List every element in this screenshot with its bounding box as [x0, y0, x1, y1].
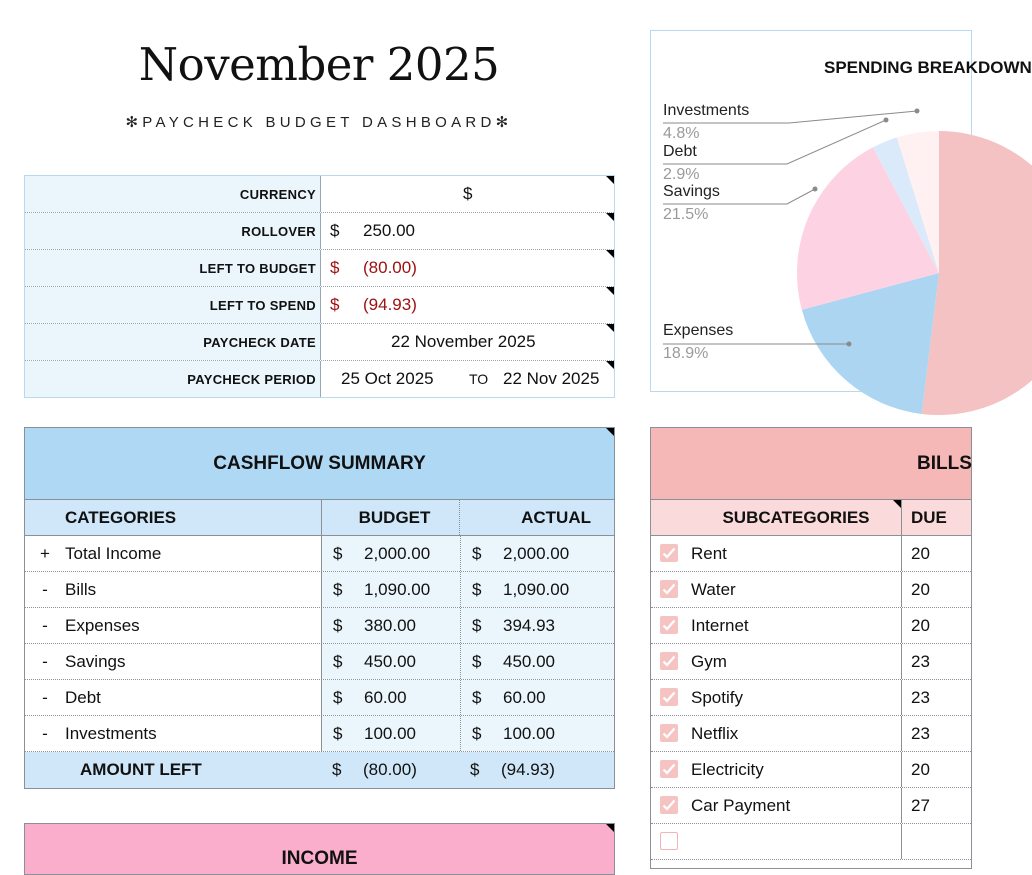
note-marker-icon: [606, 824, 614, 832]
checkbox[interactable]: [660, 760, 678, 778]
bills-header: [651, 428, 971, 500]
budget-amount: 100.00: [364, 724, 416, 743]
row-actual[interactable]: [461, 572, 614, 607]
table-row: [651, 824, 971, 860]
budget-amount: 450.00: [364, 652, 416, 671]
budget-currency: $: [333, 544, 343, 563]
page-subtitle: ✻PAYCHECK BUDGET DASHBOARD✻: [125, 114, 513, 131]
rollover-currency: $: [330, 221, 340, 240]
note-marker-icon: [606, 428, 614, 436]
paycheck-date-row: [25, 323, 614, 360]
table-row: [651, 716, 971, 752]
note-marker-icon: [606, 361, 614, 369]
actual-amount: 394.93: [503, 616, 555, 635]
actual-amount: 450.00: [503, 652, 555, 671]
table-row: [651, 608, 971, 644]
bill-name[interactable]: Rent: [691, 536, 902, 571]
bills-columns: [651, 500, 971, 536]
table-row: [25, 608, 614, 644]
period-end: 22 Nov 2025: [503, 369, 600, 388]
bill-due[interactable]: 20: [911, 580, 930, 599]
col-subcategories-label: SUBCATEGORIES: [722, 508, 870, 527]
bill-due[interactable]: 20: [911, 616, 930, 635]
row-category[interactable]: Debt: [65, 680, 322, 715]
actual-currency: $: [472, 688, 482, 707]
row-actual[interactable]: [461, 680, 614, 715]
note-marker-icon: [606, 176, 614, 184]
currency-label: CURRENCY: [25, 176, 321, 212]
spending-breakdown-chart: [650, 30, 1032, 392]
checkbox[interactable]: [660, 832, 678, 850]
rollover-value: 250.00: [363, 221, 415, 240]
left-to-budget-cell[interactable]: [321, 250, 614, 286]
checkbox[interactable]: [660, 724, 678, 742]
bill-name[interactable]: Spotify: [691, 680, 902, 715]
row-sign: -: [42, 580, 48, 599]
col-budget: BUDGET: [322, 500, 460, 535]
bill-due[interactable]: 23: [911, 652, 930, 671]
cashflow-header: [25, 428, 614, 500]
budget-currency: $: [333, 580, 343, 599]
bill-checkbox-cell: [651, 752, 691, 787]
info-table: [24, 175, 615, 398]
bill-name[interactable]: Water: [691, 572, 902, 607]
row-budget[interactable]: [322, 608, 461, 643]
cashflow-summary-table: [24, 427, 615, 789]
budget-currency: $: [333, 652, 343, 671]
row-sign: -: [42, 688, 48, 707]
pct-debt: 2.9%: [663, 166, 700, 183]
bill-name[interactable]: [691, 824, 902, 859]
row-budget[interactable]: [322, 716, 461, 751]
left-to-spend-label: LEFT TO SPEND: [25, 287, 321, 323]
budget-amount: (80.00): [363, 760, 417, 779]
left-to-budget-row: [25, 249, 614, 286]
row-category[interactable]: Total Income: [65, 536, 322, 571]
table-row: [25, 716, 614, 752]
bills-table: [650, 427, 972, 869]
currency-cell[interactable]: [321, 176, 614, 212]
row-category[interactable]: Bills: [65, 572, 322, 607]
rollover-label: ROLLOVER: [25, 213, 321, 249]
note-marker-icon: [606, 324, 614, 332]
budget-amount: 380.00: [364, 616, 416, 635]
budget-currency: $: [332, 760, 342, 779]
left-to-budget-value: (80.00): [363, 258, 417, 277]
left-to-budget-label: LEFT TO BUDGET: [25, 250, 321, 286]
rollover-row: [25, 212, 614, 249]
label-savings: Savings: [663, 183, 720, 200]
bill-checkbox-cell: [651, 608, 691, 643]
note-marker-icon: [606, 250, 614, 258]
table-row: [651, 752, 971, 788]
row-sign: -: [42, 652, 48, 671]
budget-currency: $: [333, 724, 343, 743]
leader-dot-expenses: [847, 342, 852, 347]
bill-name[interactable]: Gym: [691, 644, 902, 679]
income-title: INCOME: [281, 848, 358, 869]
amount-left-actual: [459, 752, 612, 788]
income-table-header: [24, 823, 615, 875]
chart-title: SPENDING BREAKDOWN: [824, 58, 1032, 77]
budget-amount: 2,000.00: [364, 544, 431, 563]
row-actual[interactable]: [461, 536, 614, 571]
budget-currency: $: [333, 616, 343, 635]
currency-value: $: [463, 184, 473, 203]
paycheck-date-value: 22 November 2025: [391, 332, 536, 351]
table-row: [651, 572, 971, 608]
actual-currency: $: [472, 652, 482, 671]
bill-due[interactable]: 23: [911, 724, 930, 743]
amount-left-label: AMOUNT LEFT: [80, 760, 202, 779]
col-subcategories: [691, 500, 902, 535]
cashflow-footer: [25, 752, 614, 788]
left-to-spend-currency: $: [330, 295, 340, 314]
row-sign: -: [42, 724, 48, 743]
currency-row: [25, 176, 614, 212]
table-row: [651, 788, 971, 824]
check-column-header: [651, 500, 691, 535]
actual-amount: 60.00: [503, 688, 546, 707]
bill-checkbox-cell: [651, 644, 691, 679]
amount-left-budget: [321, 752, 459, 788]
table-row: [25, 572, 614, 608]
checkbox[interactable]: [660, 796, 678, 814]
actual-amount: 1,090.00: [503, 580, 570, 599]
checkbox[interactable]: [660, 688, 678, 706]
bill-name[interactable]: Car Payment: [691, 788, 902, 823]
pct-savings: 21.5%: [663, 206, 709, 223]
bill-due[interactable]: 20: [911, 544, 930, 563]
bill-due[interactable]: [902, 824, 971, 859]
paycheck-date-label: PAYCHECK DATE: [25, 324, 321, 360]
note-marker-icon: [606, 287, 614, 295]
row-category[interactable]: Expenses: [65, 608, 322, 643]
table-row: [651, 536, 971, 572]
row-sign: +: [40, 544, 50, 563]
note-marker-icon: [606, 213, 614, 221]
row-category[interactable]: Investments: [65, 716, 322, 751]
checkbox[interactable]: [660, 652, 678, 670]
bill-checkbox-cell: [651, 716, 691, 751]
paycheck-period-cell[interactable]: [321, 361, 614, 397]
period-start: 25 Oct 2025: [341, 369, 434, 388]
budget-currency: $: [333, 688, 343, 707]
bills-title: BILLS: [917, 453, 972, 474]
actual-currency: $: [472, 724, 482, 743]
sign-column-header: [25, 500, 65, 535]
actual-currency: $: [472, 580, 482, 599]
checkbox[interactable]: [660, 580, 678, 598]
pct-investments: 4.8%: [663, 125, 700, 142]
label-investments: Investments: [663, 102, 750, 119]
budget-amount: 60.00: [364, 688, 407, 707]
actual-currency: $: [472, 544, 482, 563]
leader-dot-investments: [915, 109, 920, 114]
row-category[interactable]: Savings: [65, 644, 322, 679]
left-to-budget-currency: $: [330, 258, 340, 277]
paycheck-period-label: PAYCHECK PERIOD: [25, 361, 321, 397]
actual-amount: 2,000.00: [503, 544, 570, 563]
left-to-spend-row: [25, 286, 614, 323]
row-budget[interactable]: [322, 536, 461, 571]
cashflow-columns: [25, 500, 614, 536]
checkbox[interactable]: [660, 544, 678, 562]
row-actual[interactable]: [461, 608, 614, 643]
row-budget[interactable]: [322, 644, 461, 679]
label-expenses: Expenses: [663, 322, 734, 339]
row-budget[interactable]: [322, 680, 461, 715]
bill-due[interactable]: 23: [911, 688, 930, 707]
row-sign: -: [42, 616, 48, 635]
actual-amount: 100.00: [503, 724, 555, 743]
period-to: TO: [469, 371, 489, 387]
actual-currency: $: [470, 760, 480, 779]
bill-due[interactable]: 27: [911, 796, 930, 815]
bill-checkbox-cell: [651, 824, 691, 859]
bill-due[interactable]: 20: [911, 760, 930, 779]
bill-checkbox-cell: [651, 680, 691, 715]
bill-name[interactable]: Internet: [691, 608, 902, 643]
paycheck-date-cell[interactable]: [321, 324, 614, 360]
table-row: [651, 644, 971, 680]
table-row: [651, 680, 971, 716]
note-marker-icon: [893, 500, 901, 508]
left-to-spend-value: (94.93): [363, 295, 417, 314]
actual-currency: $: [472, 616, 482, 635]
bill-checkbox-cell: [651, 536, 691, 571]
leader-dot-savings: [813, 187, 818, 192]
checkbox[interactable]: [660, 616, 678, 634]
col-due: DUE: [911, 508, 947, 527]
actual-amount: (94.93): [501, 760, 555, 779]
pct-expenses: 18.9%: [663, 345, 709, 362]
budget-amount: 1,090.00: [364, 580, 431, 599]
rollover-cell[interactable]: [321, 213, 614, 249]
row-actual[interactable]: [461, 644, 614, 679]
page-title: November 2025: [138, 38, 500, 91]
row-budget[interactable]: [322, 572, 461, 607]
paycheck-period-row: [25, 360, 614, 397]
bill-name[interactable]: Netflix: [691, 716, 902, 751]
col-categories: CATEGORIES: [65, 500, 322, 535]
bill-name[interactable]: Electricity: [691, 752, 902, 787]
cashflow-title: CASHFLOW SUMMARY: [213, 453, 426, 474]
table-row: [25, 680, 614, 716]
leader-dot-debt: [884, 118, 889, 123]
table-row: [25, 536, 614, 572]
table-row: [25, 644, 614, 680]
label-debt: Debt: [663, 143, 697, 160]
left-to-spend-cell[interactable]: [321, 287, 614, 323]
bill-checkbox-cell: [651, 572, 691, 607]
col-actual: ACTUAL: [521, 508, 591, 527]
bill-checkbox-cell: [651, 788, 691, 823]
row-actual[interactable]: [461, 716, 614, 751]
